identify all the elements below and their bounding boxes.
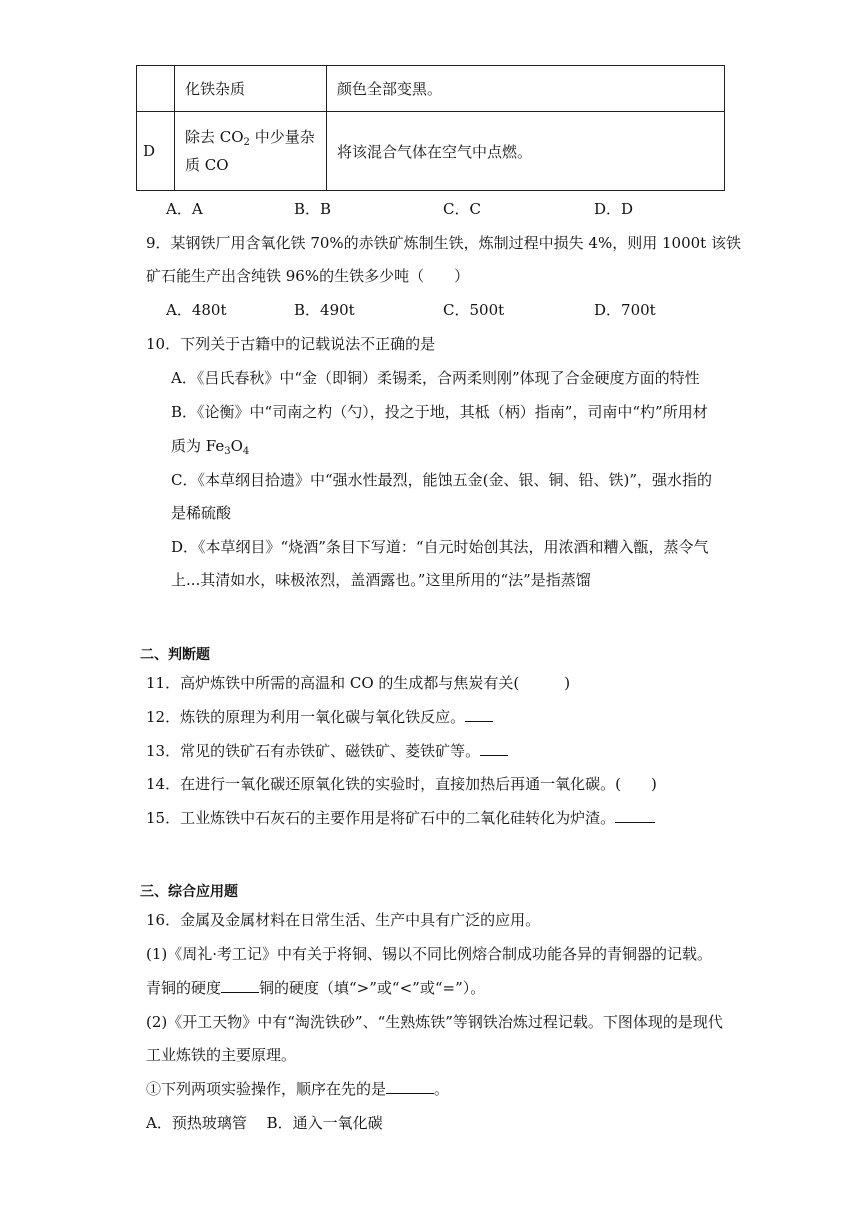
q16-part2-line1: (2)《开工天物》中有“淘洗铁砂”、“生熟炼铁”等钢铁冶炼过程记载。下图体现的是现代 (146, 1013, 723, 1031)
subscript: 4 (242, 446, 250, 457)
table-cell: 颜色全部变黑。 (327, 66, 725, 112)
q14: 14．在进行一氧化碳还原氧化铁的实验时，直接加热后再通一氧化碳。( ) (146, 775, 657, 793)
cell-text: 中少量杂 (249, 128, 315, 146)
q9-stem-line1: 9．某钢铁厂用含氧化铁 70%的赤铁矿炼制生铁，炼制过程中损失 4%，则用 1000t 该铁 (146, 234, 741, 252)
q9-option-b: B．490t (294, 301, 355, 319)
table-row (137, 112, 725, 191)
table-cell (137, 66, 175, 112)
table-cell (175, 112, 327, 191)
q10-option-d-line1: D．《本草纲目》“烧酒”条目下写道：“自元时始创其法，用浓酒和糟入甑，蒸令气 (171, 538, 709, 556)
q10-option-d-line2: 上...其清如水，味极浓烈，盖酒露也。”这里所用的“法”是指蒸馏 (171, 571, 591, 589)
q12-text: 12．炼铁的原理为利用一氧化碳与氧化铁反应。 (146, 708, 466, 726)
text: O (230, 437, 243, 455)
text: ①下列两项实验操作，顺序在先的是 (146, 1080, 387, 1098)
cell-line (185, 123, 326, 151)
answer-blank[interactable] (615, 808, 655, 823)
q10-stem: 10．下列关于古籍中的记载说法不正确的是 (146, 335, 436, 353)
text: 青铜的硬度 (146, 979, 222, 997)
q13-text: 13．常见的铁矿石有赤铁矿、磁铁矿、菱铁矿等。 (146, 742, 481, 760)
q16-stem: 16．金属及金属材料在日常生活、生产中具有广泛的应用。 (146, 911, 541, 929)
table-cell: 化铁杂质 (175, 66, 327, 112)
q16-sub1-options: A．预热玻璃管 B．通入一氧化碳 (146, 1114, 383, 1132)
cell-text: 除去 CO (185, 128, 244, 146)
table-row (137, 66, 725, 112)
q16-sub1 (146, 1079, 449, 1099)
q12 (146, 707, 493, 727)
q15-text: 15．工业炼铁中石灰石的主要作用是将矿石中的二氧化硅转化为炉渣。 (146, 809, 616, 827)
q11: 11．高炉炼铁中所需的高温和 CO 的生成都与焦炭有关( ) (146, 674, 571, 692)
q9-stem-line2: 矿石能生产出含纯铁 96%的生铁多少吨（ ） (146, 267, 470, 285)
text: 铜的硬度（填“>”或“<”或“=”）。 (259, 979, 486, 997)
section-title-application: 三、综合应用题 (140, 884, 238, 900)
q15 (146, 808, 655, 828)
answer-blank[interactable] (221, 978, 259, 993)
cell-line: 质 CO (185, 156, 229, 174)
answer-blank[interactable] (465, 707, 493, 722)
answer-blank[interactable] (480, 741, 508, 756)
q9-option-c: C．500t (443, 301, 505, 319)
q16-part1-line1: (1)《周礼·考工记》中有关于将铜、锡以不同比例熔合制成功能各异的青铜器的记载。 (146, 945, 713, 963)
subscript: 2 (243, 137, 250, 148)
text: 。 (434, 1080, 450, 1098)
q10-option-b-line2 (171, 436, 249, 456)
q8-option-b: B．B (294, 200, 332, 218)
q8-option-d: D．D (594, 200, 634, 218)
section-title-judgment: 二、判断题 (140, 647, 210, 663)
answer-blank[interactable] (386, 1079, 434, 1094)
q8-option-c: C．C (443, 200, 481, 218)
q13 (146, 741, 508, 761)
q10-option-b-line1: B．《论衡》中“司南之杓（勺），投之于地，其柢（柄）指南”，司南中“杓”所用材 (171, 403, 708, 421)
text: 质为 Fe (171, 437, 225, 455)
q10-option-a: A．《吕氏春秋》中“金（即铜）柔锡柔，合两柔则刚”体现了合金硬度方面的特性 (171, 369, 700, 387)
q10-option-c-line1: C．《本草纲目拾遗》中“强水性最烈，能蚀五金(金、银、铜、铅、铁)”，强水指的 (171, 471, 713, 489)
q16-part1-line2 (146, 978, 485, 998)
q16-part2-line2: 工业炼铁的主要原理。 (146, 1046, 297, 1064)
table-cell: 将该混合气体在空气中点燃。 (327, 112, 725, 191)
table-cell: D (137, 112, 175, 191)
q8-option-a: A．A (166, 200, 203, 218)
subscript: 3 (224, 446, 231, 457)
options-table (136, 65, 725, 191)
q9-option-d: D．700t (594, 301, 656, 319)
q10-option-c-line2: 是稀硫酸 (171, 504, 232, 522)
q9-option-a: A．480t (166, 301, 227, 319)
